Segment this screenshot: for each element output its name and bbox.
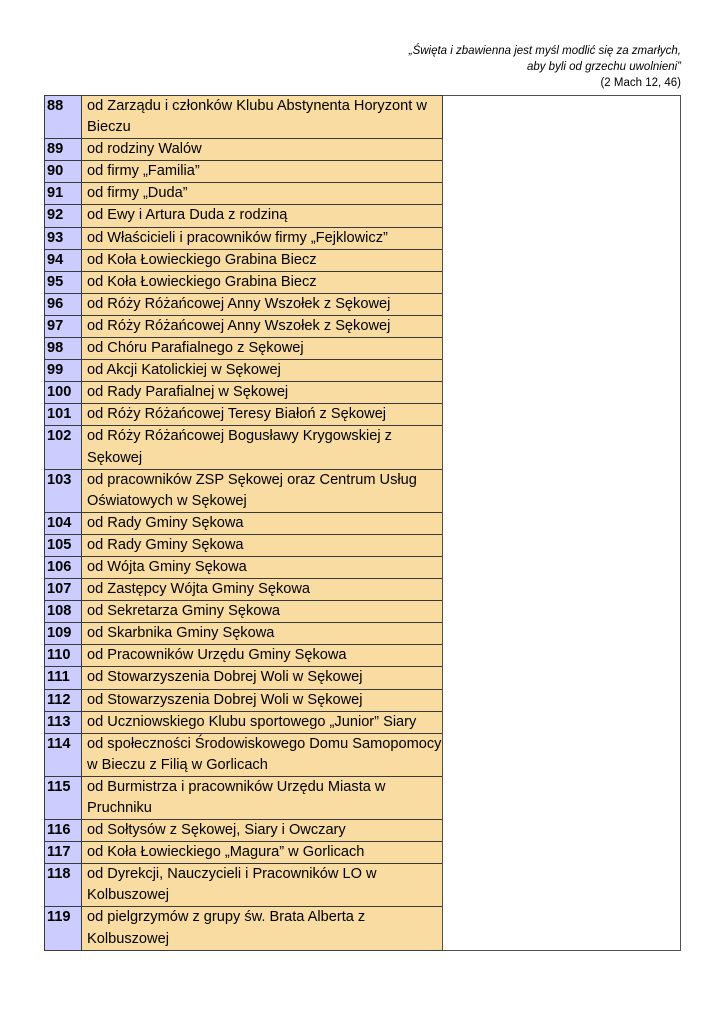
row-text: od Skarbnika Gminy Sękowa — [82, 623, 443, 645]
row-text: od firmy „Duda” — [82, 183, 443, 205]
row-text: od pracowników ZSP Sękowej oraz Centrum Usług Oświatowych w Sękowej — [82, 469, 443, 512]
row-number: 104 — [45, 512, 82, 534]
row-text: od Dyrekcji, Nauczycieli i Pracowników LO w Kolbuszowej — [82, 864, 443, 907]
table-row — [45, 96, 681, 139]
row-number: 113 — [45, 711, 82, 733]
epigraph-quote — [409, 43, 681, 91]
row-text: od Róży Różańcowej Teresy Białoń z Sękowej — [82, 404, 443, 426]
row-number: 94 — [45, 249, 82, 271]
row-text: od Rady Parafialnej w Sękowej — [82, 382, 443, 404]
row-number: 88 — [45, 96, 82, 139]
row-text: od Róży Różańcowej Bogusławy Krygowskiej z Sękowej — [82, 426, 443, 469]
row-number: 103 — [45, 469, 82, 512]
row-text: od Burmistrza i pracowników Urzędu Miasta w Pruchniku — [82, 776, 443, 819]
condolence-table — [44, 95, 681, 951]
table-body — [45, 96, 681, 951]
row-number: 119 — [45, 907, 82, 950]
blank-column — [443, 96, 681, 951]
row-text: od Pracowników Urzędu Gminy Sękowa — [82, 645, 443, 667]
row-number: 108 — [45, 601, 82, 623]
row-number: 95 — [45, 271, 82, 293]
quote-line-1: „Święta i zbawienna jest myśl modlić się za zmarłych, — [408, 45, 681, 57]
row-text: od Wójta Gminy Sękowa — [82, 556, 443, 578]
row-text: od Uczniowskiego Klubu sportowego „Junior” Siary — [82, 711, 443, 733]
row-text: od Koła Łowieckiego „Magura” w Gorlicach — [82, 842, 443, 864]
quote-reference: (2 Mach 12, 46) — [600, 77, 681, 89]
row-number: 89 — [45, 139, 82, 161]
row-text: od Stowarzyszenia Dobrej Woli w Sękowej — [82, 689, 443, 711]
row-number: 100 — [45, 382, 82, 404]
row-text: od Właścicieli i pracowników firmy „Fejklowicz” — [82, 227, 443, 249]
row-number: 93 — [45, 227, 82, 249]
row-number: 99 — [45, 360, 82, 382]
row-number: 101 — [45, 404, 82, 426]
row-number: 112 — [45, 689, 82, 711]
row-text: od Sekretarza Gminy Sękowa — [82, 601, 443, 623]
row-number: 98 — [45, 338, 82, 360]
row-text: od Rady Gminy Sękowa — [82, 512, 443, 534]
row-text: od Chóru Parafialnego z Sękowej — [82, 338, 443, 360]
row-number: 117 — [45, 842, 82, 864]
row-number: 110 — [45, 645, 82, 667]
row-number: 111 — [45, 667, 82, 689]
row-text: od Zastępcy Wójta Gminy Sękowa — [82, 579, 443, 601]
row-text: od Sołtysów z Sękowej, Siary i Owczary — [82, 820, 443, 842]
row-text: od Akcji Katolickiej w Sękowej — [82, 360, 443, 382]
row-text: od społeczności Środowiskowego Domu Samopomocy w Bieczu z Filią w Gorlicach — [82, 733, 443, 776]
row-number: 91 — [45, 183, 82, 205]
row-number: 116 — [45, 820, 82, 842]
row-number: 109 — [45, 623, 82, 645]
row-text: od rodziny Walów — [82, 139, 443, 161]
row-text: od Róży Różańcowej Anny Wszołek z Sękowej — [82, 293, 443, 315]
row-text: od firmy „Familia” — [82, 161, 443, 183]
row-text: od Stowarzyszenia Dobrej Woli w Sękowej — [82, 667, 443, 689]
row-number: 106 — [45, 556, 82, 578]
row-number: 102 — [45, 426, 82, 469]
row-number: 92 — [45, 205, 82, 227]
row-text: od Ewy i Artura Duda z rodziną — [82, 205, 443, 227]
row-text: od Koła Łowieckiego Grabina Biecz — [82, 271, 443, 293]
row-number: 115 — [45, 776, 82, 819]
row-text: od Koła Łowieckiego Grabina Biecz — [82, 249, 443, 271]
row-text: od Rady Gminy Sękowa — [82, 534, 443, 556]
row-number: 107 — [45, 579, 82, 601]
row-text: od pielgrzymów z grupy św. Brata Alberta z Kolbuszowej — [82, 907, 443, 950]
row-text: od Zarządu i członków Klubu Abstynenta Horyzont w Bieczu — [82, 96, 443, 139]
row-number: 97 — [45, 315, 82, 337]
row-number: 90 — [45, 161, 82, 183]
row-number: 118 — [45, 864, 82, 907]
row-text: od Róży Różańcowej Anny Wszołek z Sękowej — [82, 315, 443, 337]
row-number: 105 — [45, 534, 82, 556]
quote-line-2: aby byli od grzechu uwolnieni” — [526, 61, 681, 73]
row-number: 96 — [45, 293, 82, 315]
row-number: 114 — [45, 733, 82, 776]
